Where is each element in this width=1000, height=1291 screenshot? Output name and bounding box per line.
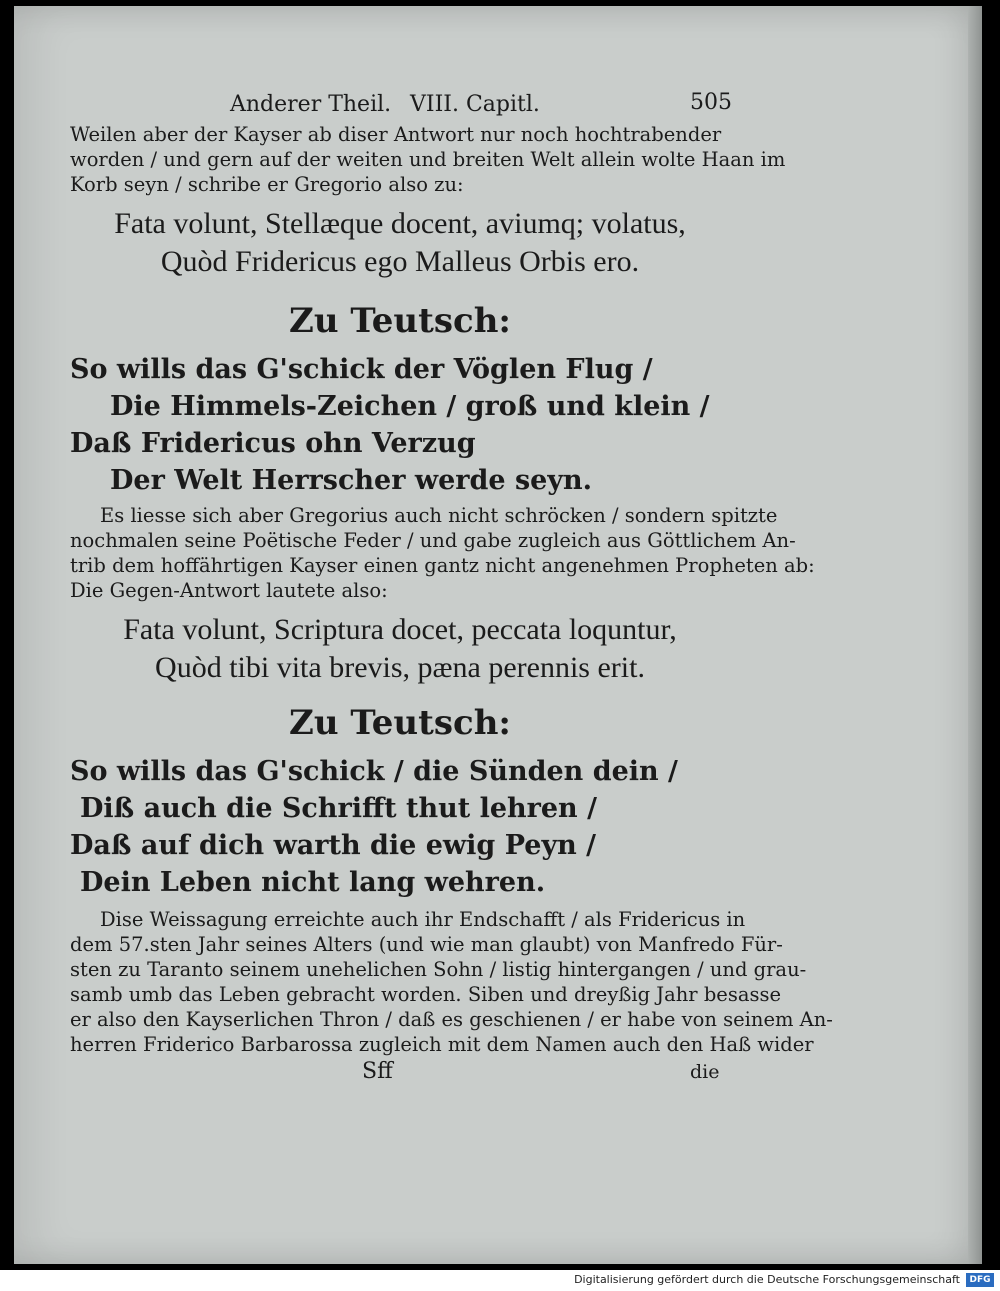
verse-line: Quòd tibi vita brevis, pæna perennis erit.: [155, 651, 645, 684]
signature-mark: Sff: [362, 1059, 393, 1084]
verse-line: So wills das G'schick der Vöglen Flug /: [70, 354, 653, 385]
book-page: [14, 6, 982, 1264]
text-line: Die Gegen-Antwort lautete also:: [70, 579, 388, 602]
text-line: nochmalen seine Poëtische Feder / und gabe zugleich aus Göttlichem An-: [70, 529, 796, 552]
paragraph-2: [70, 503, 815, 603]
verse-line: Daß auf dich warth die ewig Peyn /: [70, 830, 597, 861]
catchword: die: [690, 1061, 720, 1083]
latin-verse-2: [70, 611, 730, 687]
paragraph-3: [70, 907, 833, 1057]
heading-zu-teutsch-2: Zu Teutsch:: [289, 703, 511, 743]
dfg-logo-icon: DFG: [966, 1273, 994, 1287]
german-verse-2: [70, 753, 730, 901]
verse-line: Der Welt Herrscher werde seyn.: [110, 465, 593, 496]
verse-line: Fata volunt, Stellæque docent, aviumq; volatus,: [114, 207, 686, 240]
text-line: dem 57.sten Jahr seines Alters (und wie man glaubt) von Manfredo Für-: [70, 933, 783, 956]
latin-verse-1: [70, 205, 730, 281]
text-line: herren Friderico Barbarossa zugleich mit dem Namen auch den Haß wider: [70, 1033, 814, 1056]
verse-line: Daß Fridericus ohn Verzug: [70, 428, 476, 459]
text-line: Dise Weissagung erreichte auch ihr Endschafft / als Fridericus in: [100, 908, 746, 931]
text-line: trib dem hoffährtigen Kayser einen gantz nicht angenehmen Propheten ab:: [70, 554, 815, 577]
text-line: er also den Kayserlichen Thron / daß es geschienen / er habe von seinem An-: [70, 1008, 833, 1031]
running-head: [70, 86, 730, 122]
funding-credit: Digitalisierung gefördert durch die Deutsche Forschungsgemeinschaft: [574, 1273, 960, 1286]
heading-zu-teutsch-1: Zu Teutsch:: [289, 301, 511, 341]
text-line: Korb seyn / schribe er Gregorio also zu:: [70, 173, 464, 196]
page-footer: [70, 1057, 730, 1093]
running-head-left: Anderer Theil.: [230, 92, 392, 117]
verse-line: Quòd Fridericus ego Malleus Orbis ero.: [160, 245, 640, 278]
running-head-center: VIII. Capitl.: [410, 92, 540, 117]
verse-line: Diß auch die Schrifft thut lehren /: [80, 793, 597, 824]
footer-bar: [0, 1270, 1000, 1291]
verse-line: Fata volunt, Scriptura docet, peccata loquntur,: [123, 613, 677, 646]
verse-line: Dein Leben nicht lang wehren.: [80, 867, 546, 898]
page-edge: [968, 6, 982, 1264]
text-line: Es liesse sich aber Gregorius auch nicht schröcken / sondern spitzte: [100, 504, 778, 527]
text-line: sten zu Taranto seinem unehelichen Sohn / listig hintergangen / und grau-: [70, 958, 807, 981]
text-block: [70, 86, 833, 1093]
text-line: worden / und gern auf der weiten und breiten Welt allein wolte Haan im: [70, 148, 786, 171]
german-verse-1: [70, 351, 730, 499]
paragraph-1: [70, 122, 786, 197]
text-line: samb umb das Leben gebracht worden. Siben und dreyßig Jahr besasse: [70, 983, 782, 1006]
text-line: Weilen aber der Kayser ab diser Antwort nur noch hochtrabender: [70, 123, 722, 146]
verse-line: Die Himmels-Zeichen / groß und klein /: [110, 391, 710, 422]
verse-line: So wills das G'schick / die Sünden dein /: [70, 756, 678, 787]
page-number: 505: [690, 90, 732, 115]
